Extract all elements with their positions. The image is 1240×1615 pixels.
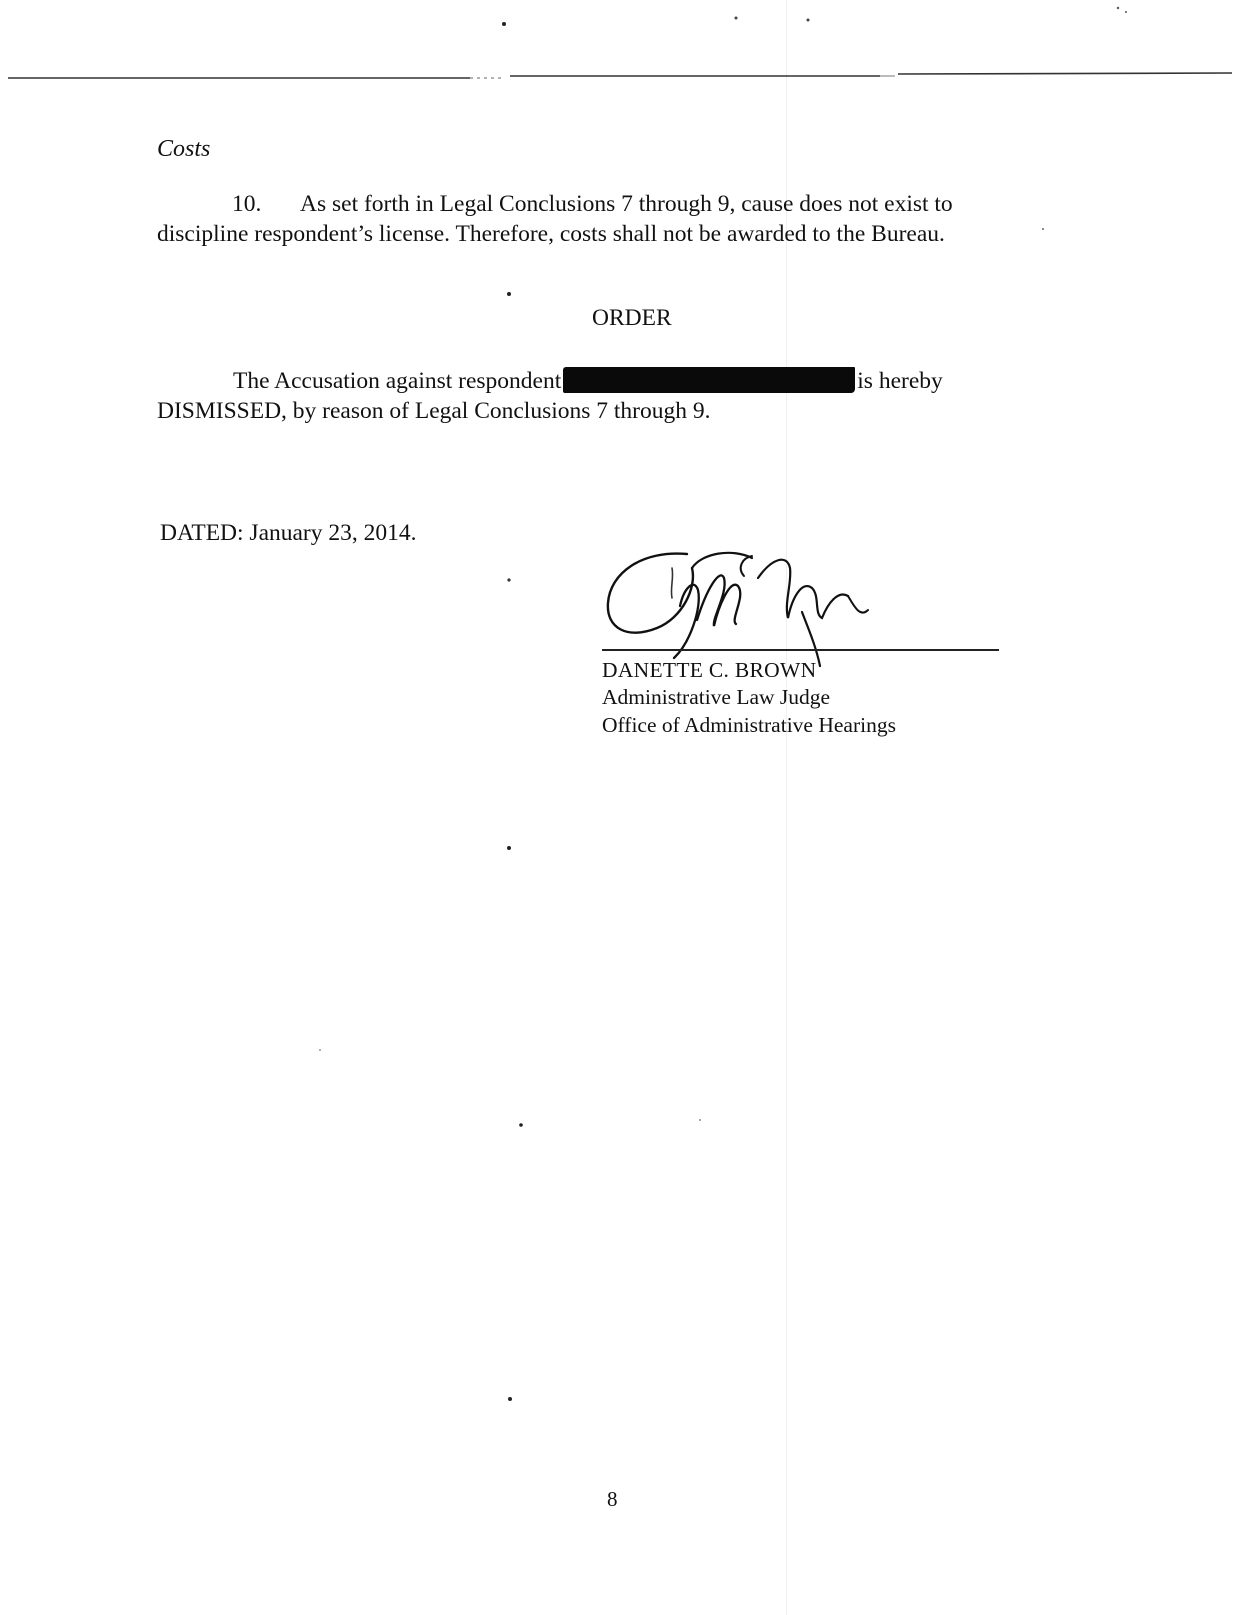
page-number: 8 bbox=[607, 1487, 618, 1511]
signature-block bbox=[602, 548, 1002, 748]
judge-office: Office of Administrative Hearings bbox=[602, 713, 896, 737]
order-paragraph bbox=[157, 366, 1037, 426]
paragraph-number: 10. bbox=[232, 191, 262, 217]
order-text-before-redaction: The Accusation against respondent bbox=[233, 368, 562, 394]
dated-line: DATED: January 23, 2014. bbox=[160, 520, 417, 546]
judge-name: DANETTE C. BROWN bbox=[602, 658, 817, 682]
signature-line bbox=[602, 649, 999, 651]
costs-paragraph-text: As set forth in Legal Conclusions 7 through 9, cause does not exist to discipline respondent’s license. Therefore, costs shall not be awarded to the Bureau. bbox=[157, 191, 953, 247]
redaction-bar bbox=[563, 367, 855, 393]
judge-title: Administrative Law Judge bbox=[602, 685, 831, 709]
order-heading: ORDER bbox=[592, 305, 672, 331]
top-scan-rule bbox=[0, 60, 1240, 90]
costs-paragraph bbox=[157, 189, 1037, 249]
costs-heading: Costs bbox=[157, 136, 211, 162]
order-text-after-redaction: is hereby DISMISSED, by reason of Legal Conclusions 7 through 9. bbox=[157, 368, 943, 424]
